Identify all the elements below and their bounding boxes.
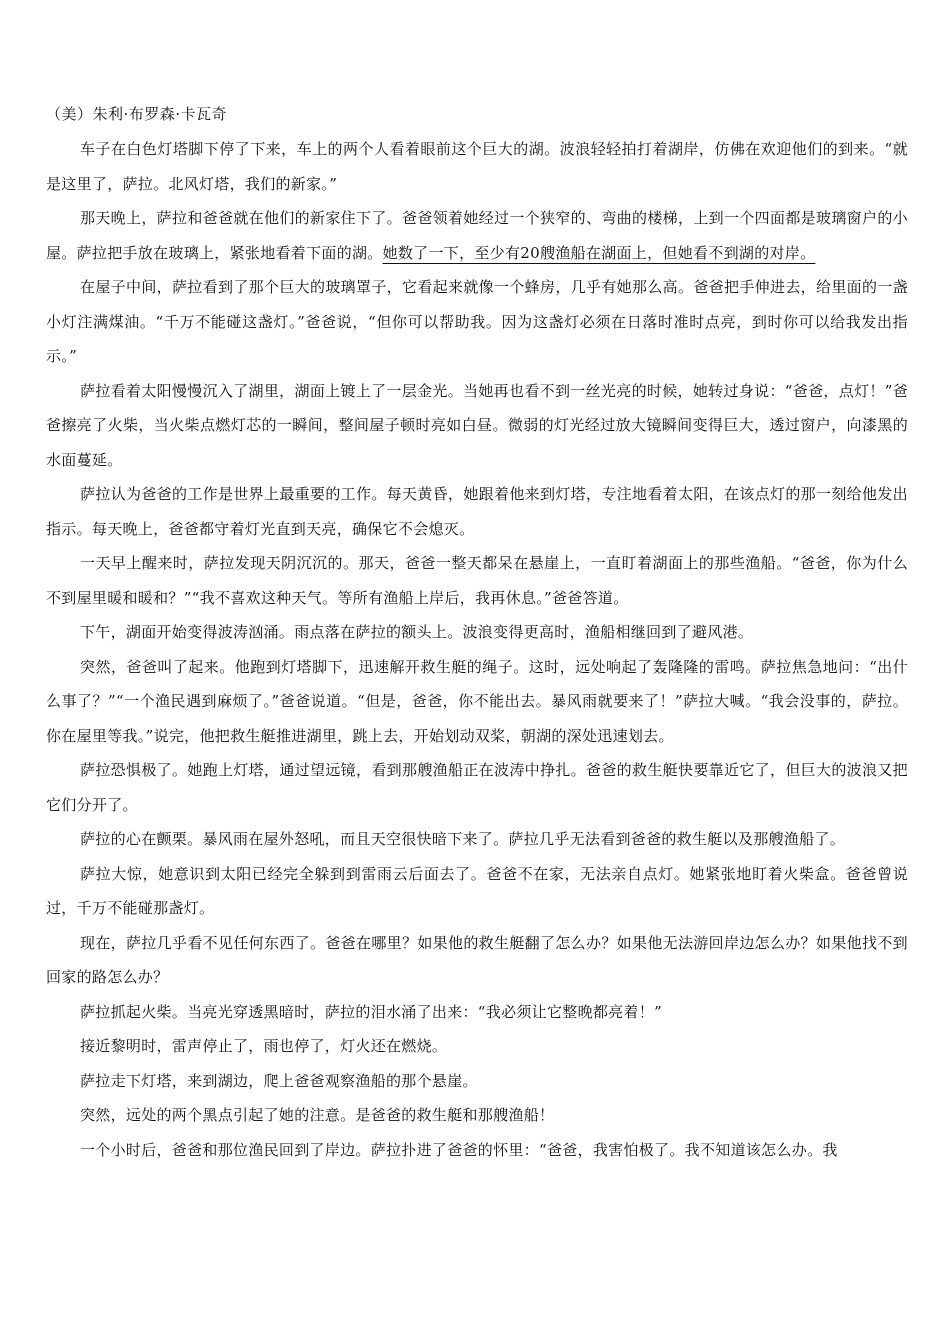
paragraph-2 <box>46 201 908 270</box>
paragraph-5: 萨拉认为爸爸的工作是世界上最重要的工作。每天黄昏，她跟着他来到灯塔，专注地看着太阳，在该点灯的那一刻给他发出指示。每天晚上，爸爸都守着灯光直到天亮，确保它不会熄灭。 <box>46 485 908 538</box>
paragraph-14: 接近黎明时，雷声停止了，雨也停了，灯火还在燃烧。 <box>80 1037 448 1055</box>
paragraph-17: 一个小时后，爸爸和那位渔民回到了岸边。萨拉扑进了爸爸的怀里：“爸爸，我害怕极了。我不知道该怎么办。我 <box>80 1140 838 1159</box>
document-page <box>46 96 908 1167</box>
paragraph-2-text: 那天晚上，萨拉和爸爸就在他们的新家住下了。爸爸领着她经过一个狭窄的、弯曲的楼梯，上到一个四面都是玻璃窗户的小屋。萨拉把手放在玻璃上，紧张地看着下面的湖。 <box>46 209 908 262</box>
paragraph-10: 萨拉的心在颤栗。暴风雨在屋外怒吼，而且天空很快暗下来了。萨拉几乎无法看到爸爸的救生艇以及那艘渔船了。 <box>80 830 846 848</box>
paragraph-7: 下午，湖面开始变得波涛汹涌。雨点落在萨拉的额头上。波浪变得更高时，渔船相继回到了避风港。 <box>80 623 754 641</box>
author-line: （美）朱利·布罗森·卡瓦奇 <box>46 105 228 123</box>
paragraph-13: 萨拉抓起火柴。当亮光穿透黑暗时，萨拉的泪水涌了出来：“我必须让它整晚都亮着！” <box>80 1002 663 1021</box>
paragraph-1: 车子在白色灯塔脚下停了下来，车上的两个人看着眼前这个巨大的湖。波浪轻轻拍打着湖岸，仿佛在欢迎他们的到来。“就是这里了，萨拉。北风灯塔，我们的新家。” <box>46 140 908 193</box>
paragraph-3: 在屋子中间，萨拉看到了那个巨大的玻璃罩子，它看起来就像一个蜂房，几乎有她那么高。爸爸把手伸进去，给里面的一盏小灯注满煤油。“千万不能碰这盏灯。”爸爸说，“但你可以帮助我。因为这盏灯必须在日落时准时点亮，到时你可以给我发出指示。” <box>46 278 908 365</box>
paragraph-11: 萨拉大惊，她意识到太阳已经完全躲到到雷雨云后面去了。爸爸不在家，无法亲自点灯。她紧张地盯着火柴盒。爸爸曾说过，千万不能碰那盏灯。 <box>46 864 908 917</box>
paragraph-8: 突然，爸爸叫了起来。他跑到灯塔脚下，迅速解开救生艇的绳子。这时，远处响起了轰隆隆的雷鸣。萨拉焦急地问：“出什么事了？”“一个渔民遇到麻烦了。”爸爸说道。“但是，爸爸，你不能出去。暴风雨就要来了！”萨拉大喊。“我会没事的，萨拉。你在屋里等我。”说完，他把救生艇推进湖里，跳上去，开始划动双桨，朝湖的深处迅速划去。 <box>46 657 908 745</box>
paragraph-4: 萨拉看着太阳慢慢沉入了湖里，湖面上镀上了一层金光。当她再也看不到一丝光亮的时候，她转过身说：“爸爸，点灯！”爸爸擦亮了火柴，当火柴点燃灯芯的一瞬间，整间屋子顿时亮如白昼。微弱的灯光经过放大镜瞬间变得巨大，透过窗户，向漆黑的水面蔓延。 <box>46 381 908 469</box>
paragraph-12: 现在，萨拉几乎看不见任何东西了。爸爸在哪里？如果他的救生艇翻了怎么办？如果他无法游回岸边怎么办？如果他找不到回家的路怎么办？ <box>46 933 908 986</box>
paragraph-6: 一天早上醒来时，萨拉发现天阴沉沉的。那天，爸爸一整天都呆在悬崖上，一直盯着湖面上的那些渔船。“爸爸，你为什么不到屋里暖和暖和？”“我不喜欢这种天气。等所有渔船上岸后，我再休息。”爸爸答道。 <box>46 554 908 607</box>
paragraph-15: 萨拉走下灯塔，来到湖边，爬上爸爸观察渔船的那个悬崖。 <box>80 1071 478 1090</box>
paragraph-16: 突然，远处的两个黑点引起了她的注意。是爸爸的救生艇和那艘渔船！ <box>80 1106 555 1124</box>
paragraph-9: 萨拉恐惧极了。她跑上灯塔，通过望远镜，看到那艘渔船正在波涛中挣扎。爸爸的救生艇快要靠近它了，但巨大的波浪又把它们分开了。 <box>46 761 908 814</box>
underlined-sentence: 她数了一下，至少有20艘渔船在湖面上，但她看不到湖的对岸。 <box>382 243 816 262</box>
